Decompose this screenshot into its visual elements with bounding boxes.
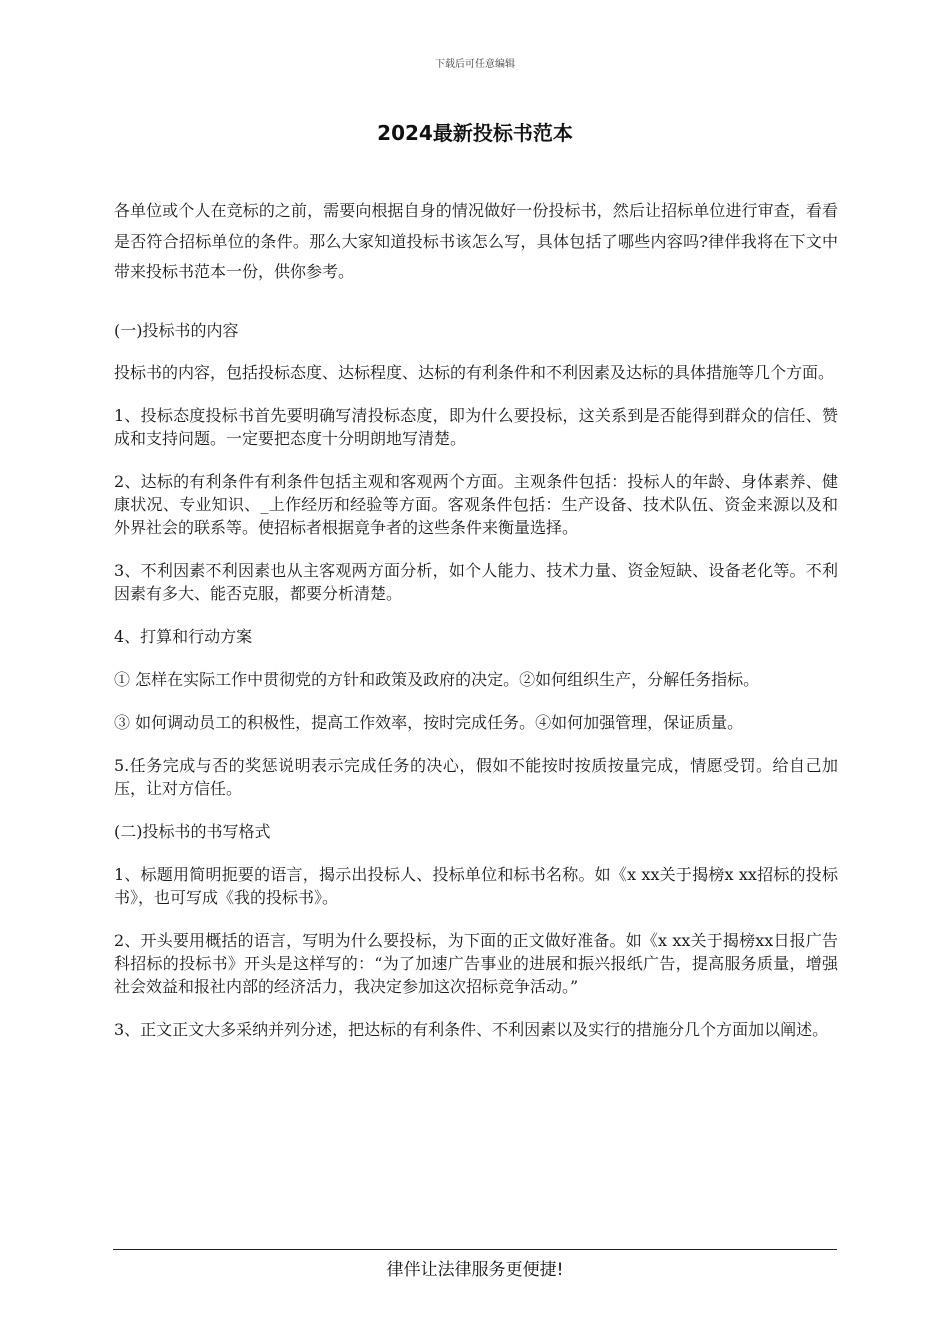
footer-divider [113,1249,837,1250]
paragraph: 3、正文正文大多采纳并列分述，把达标的有利条件、不利因素以及实行的措施分几个方面加以阐述。 [114,1019,829,1039]
paragraph: 3、不利因素不利因素也从主客观两方面分析，如个人能力、技术力量、资金短缺、设备老化等。不利因素有多大、能否克服，都要分析清楚。 [114,560,838,603]
header-note: 下载后可任意编辑 [435,59,515,70]
paragraph: 2、开头要用概括的语言，写明为什么要投标，为下面的正文做好准备。如《x xx关于揭榜xx日报广告科招标的投标书》开头是这样写的：“为了加速广告事业的进展和振兴报纸广告，提高服务质量，增强社会效益和报社内部的经济活力，我决定参加这次招标竞争活动。” [114,930,838,996]
paragraph: 5.任务完成与否的奖惩说明表示完成任务的决心，假如不能按时按质按量完成，情愿受罚。给自己加压，让对方信任。 [114,755,838,798]
paragraph: 1、标题用简明扼要的语言，揭示出投标人、投标单位和标书名称。如《x xx关于揭榜x xx招标的投标书》，也可写成《我的投标书》。 [114,864,838,907]
section-heading-content: (一)投标书的内容 [114,320,239,340]
paragraph: ① 怎样在实际工作中贯彻党的方针和政策及政府的决定。②如何组织生产，分解任务指标。 [114,669,760,689]
document-body [114,196,838,1061]
document-title: 2024最新投标书范本 [377,121,573,145]
paragraph: 1、投标态度投标书首先要明确写清投标态度，即为什么要投标，这关系到是否能得到群众的信任、赞成和支持问题。一定要把态度十分明朗地写清楚。 [114,405,838,448]
paragraph: 投标书的内容，包括投标态度、达标程度、达标的有利条件和不利因素及达标的具体措施等几个方面。 [114,362,835,382]
paragraph: ③ 如何调动员工的积极性，提高工作效率，按时完成任务。④如何加强管理，保证质量。 [114,712,744,732]
intro-paragraph: 各单位或个人在竞标的之前，需要向根据自身的情况做好一份投标书，然后让招标单位进行审查，看看是否符合招标单位的条件。那么大家知道投标书该怎么写，具体包括了哪些内容吗?律伴我将在下文中带来投标书范本一份，供你参考。 [114,201,838,281]
section-heading-format: (二)投标书的书写格式 [114,821,271,841]
paragraph: 4、打算和行动方案 [114,626,253,646]
paragraph: 2、达标的有利条件有利条件包括主观和客观两个方面。主观条件包括：投标人的年龄、身体素养、健康状况、专业知识、_上作经历和经验等方面。客观条件包括：生产设备、技术队伍、资金来源以及和外界社会的联系等。使招标者根据竟争者的这些条件来衡量选择。 [114,471,838,537]
footer-slogan: 律伴让法律服务更便捷! [386,1260,564,1280]
